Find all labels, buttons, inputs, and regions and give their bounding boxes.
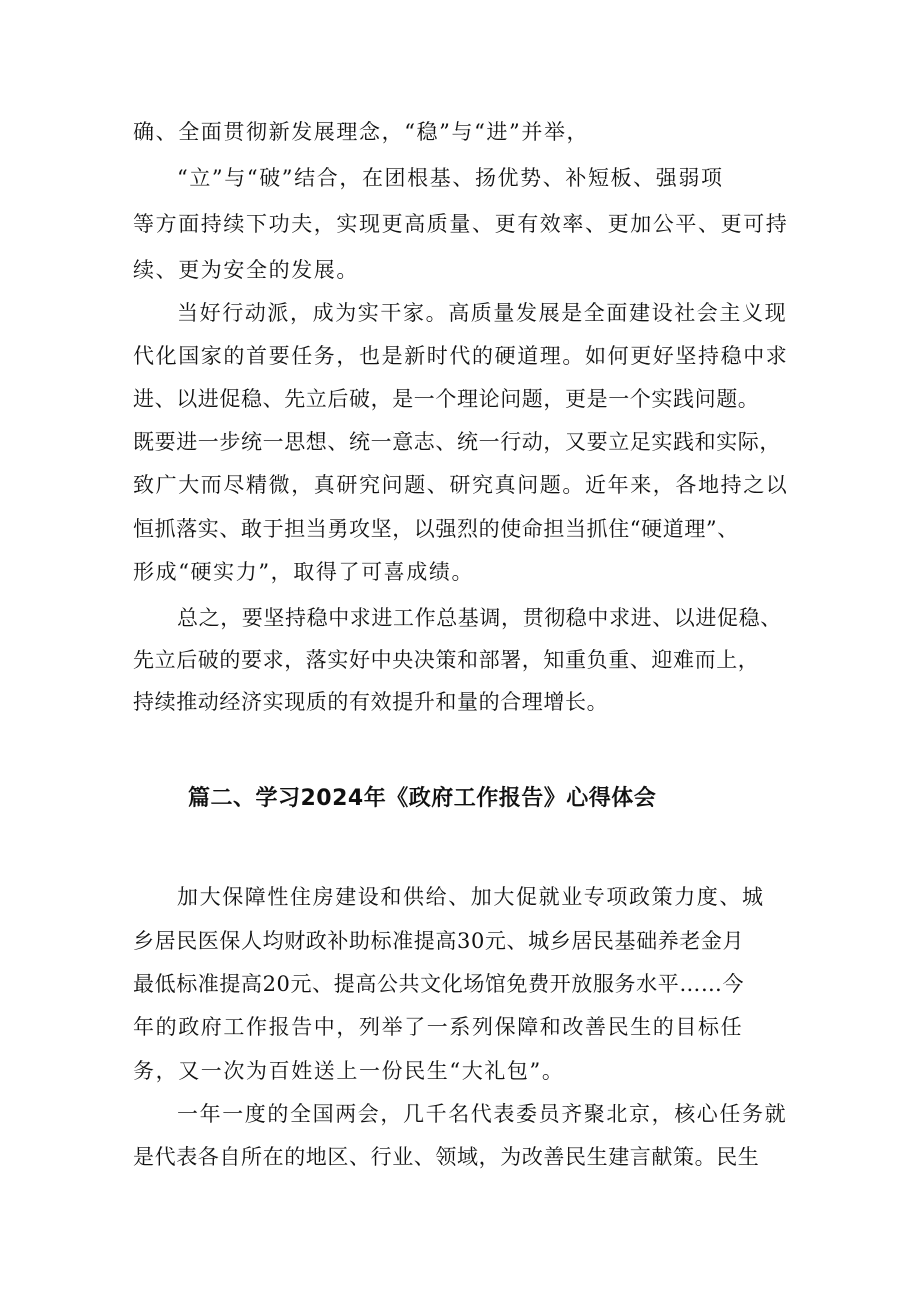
text-line: 既要进一步统一思想、统一意志、统一行动，又要立足实践和实际， — [133, 430, 781, 454]
text-line: 乡居民医保人均财政补助标准提高30元、城乡居民基础养老金月 — [133, 929, 745, 953]
text-line: 确、全面贯彻新发展理念，“稳”与“进”并举， — [133, 120, 590, 144]
text-line: 务，又一次为百姓送上一份民生“大礼包”。 — [133, 1059, 565, 1083]
text-line: 先立后破的要求，落实好中央决策和部署，知重负重、迎难而上， — [133, 648, 760, 672]
text-line: “立”与“破”结合，在团根基、扬优势、补短板、强弱项 — [177, 166, 724, 190]
paragraph-start-line: 一年一度的全国两会，几千名代表委员齐聚北京，核心任务就 — [177, 1102, 788, 1126]
text-line: 持续推动经济实现质的有效提升和量的合理增长。 — [133, 690, 609, 714]
text-line: 恒抓落实、敢于担当勇攻坚，以强烈的使命担当抓住“硬道理”、 — [133, 517, 739, 541]
text-line: 最低标准提高20元、提高公共文化场馆免费开放服务水平……今 — [133, 972, 745, 996]
text-line: 是代表各自所在的地区、行业、领域，为改善民生建言献策。民生 — [133, 1145, 760, 1169]
text-line: 形成“硬实力”，取得了可喜成绩。 — [133, 560, 475, 584]
text-line: 进、以进促稳、先立后破，是一个理论问题，更是一个实践问题。 — [133, 387, 760, 411]
text-line: 续、更为安全的发展。 — [133, 258, 359, 282]
text-line: 代化国家的首要任务，也是新时代的硬道理。如何更好坚持稳中求 — [133, 344, 789, 368]
text-line: 等方面持续下功夫，实现更高质量、更有效率、更加公平、更可持 — [133, 212, 789, 236]
section-heading: 篇二、学习2024年《政府工作报告》心得体会 — [188, 786, 657, 811]
text-line: 年的政府工作报告中，列举了一系列保障和改善民生的目标任 — [133, 1015, 744, 1039]
paragraph-start-line: 总之，要坚持稳中求进工作总基调，贯彻稳中求进、以进促稳、 — [177, 606, 782, 630]
paragraph-start-line: 当好行动派，成为实干家。高质量发展是全面建设社会主义现 — [177, 301, 788, 325]
paragraph-start-line: 加大保障性住房建设和供给、加大促就业专项政策力度、城 — [177, 885, 765, 909]
text-line: 致广大而尽精微，真研究问题、研究真问题。近年来，各地持之以 — [133, 473, 789, 497]
